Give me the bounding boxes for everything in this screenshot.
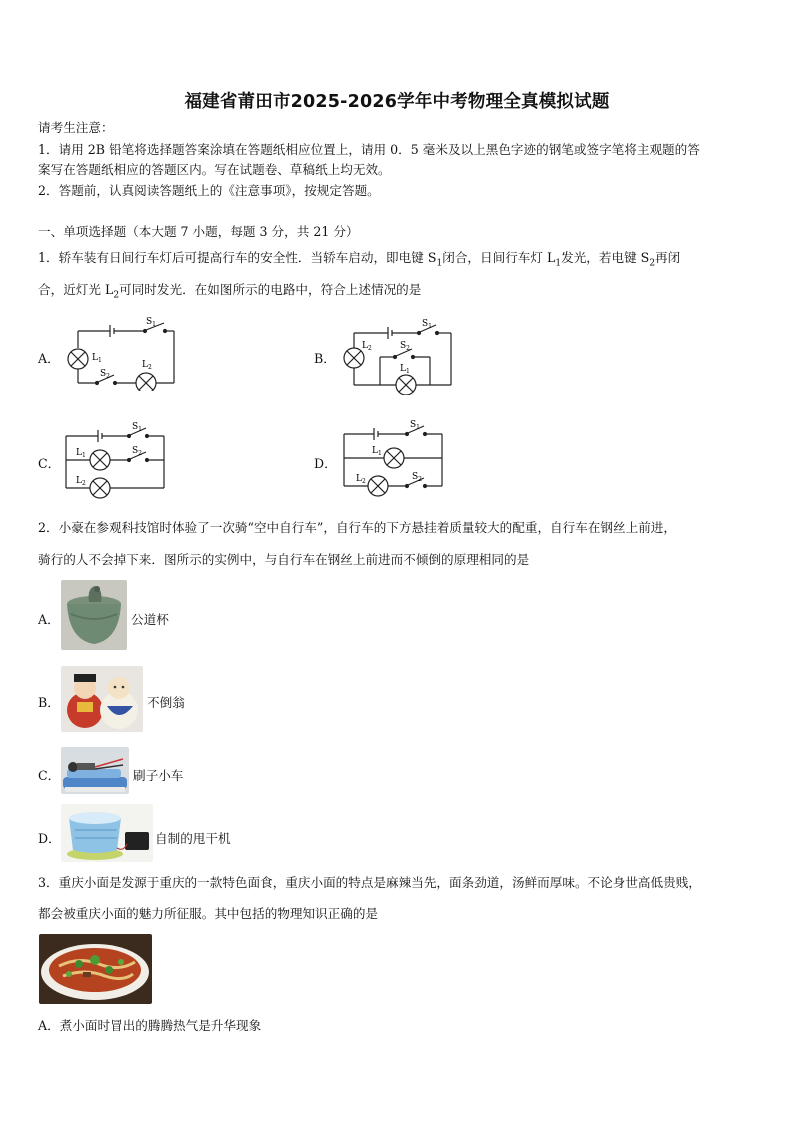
circuit-a-s1-label: $S_1$ bbox=[146, 317, 156, 328]
q1-l1-sub: 1 bbox=[555, 258, 562, 269]
q3-option-a[interactable]: A．煮小面时冒出的腾腾热气是升华现象 bbox=[38, 1018, 262, 1033]
notice-header: 请考生注意： bbox=[38, 120, 114, 135]
notice-line-1a: 1．请用 2B 铅笔将选择题答案涂填在答题纸相应位置上，请用 0．5 毫米及以上黑色字迹的钢笔或签字笔将主观题的答 bbox=[38, 142, 700, 157]
spin-dryer-image bbox=[61, 804, 153, 862]
circuit-c-s1-label: $S_1$ bbox=[132, 422, 142, 433]
q2-option-c-text: 刷子小车 bbox=[133, 768, 184, 783]
q2-line-2: 骑行的人不会掉下来．图所示的实例中，与自行车在钢丝上前进而不倾倒的原理相同的是 bbox=[38, 552, 530, 567]
notice-line-1b: 案写在答题纸相应的答题区内。写在试题卷、草稿纸上均无效。 bbox=[38, 162, 391, 177]
notice-line-2: 2．答题前，认真阅读答题纸上的《注意事项》，按规定答题。 bbox=[38, 183, 380, 198]
q2-option-b-text: 不倒翁 bbox=[147, 695, 185, 710]
circuit-c-l1-label: $L_1$ bbox=[76, 448, 86, 459]
circuit-d-l2-label: $L_2$ bbox=[356, 474, 366, 485]
q1-l2: L bbox=[104, 282, 114, 297]
fair-cup-image bbox=[61, 580, 127, 650]
q1-l2-sub: 2 bbox=[113, 290, 120, 301]
q2-option-a-text: 公道杯 bbox=[131, 612, 169, 627]
section-heading: 一、单项选择题（本大题 7 小题，每题 3 分，共 21 分） bbox=[38, 224, 359, 239]
q1-text-a: 1．轿车装有日间行车灯后可提高行车的安全性．当轿车启动，即电键 bbox=[38, 250, 428, 265]
q1-l1: L bbox=[546, 250, 556, 265]
circuit-b-s2-label: $S_2$ bbox=[400, 341, 410, 352]
q1-s2-sub: 2 bbox=[649, 258, 656, 269]
q2-line-1: 2．小豪在参观科技馆时体验了一次骑“空中自行车”，自行车的下方悬挂着质量较大的配重，自行车在钢丝上前进， bbox=[38, 520, 676, 535]
q2-option-c-letter[interactable]: C． bbox=[38, 768, 61, 783]
q2-option-a-letter[interactable]: A． bbox=[38, 612, 60, 627]
circuit-c-l2-label: $L_2$ bbox=[76, 476, 86, 487]
q1-s1: S bbox=[427, 250, 437, 265]
circuit-b-l2-label: $L_2$ bbox=[362, 341, 372, 352]
q1-text-d: 再闭 bbox=[655, 250, 681, 265]
circuit-d-s2-label: $S_2$ bbox=[412, 472, 422, 483]
q1-text-e: 合，近灯光 bbox=[38, 282, 105, 297]
circuit-b-s1-label: $S_1$ bbox=[422, 319, 432, 330]
roly-poly-image bbox=[61, 666, 143, 732]
q1-s1-sub: 1 bbox=[436, 258, 443, 269]
q2-option-b-letter[interactable]: B． bbox=[38, 695, 60, 710]
q1-option-a-letter[interactable]: A． bbox=[38, 351, 60, 366]
q1-line-2 bbox=[38, 279, 421, 307]
circuit-diagram-a[interactable] bbox=[62, 315, 182, 391]
q1-option-c-letter[interactable]: C． bbox=[38, 456, 61, 471]
q1-line-1 bbox=[38, 247, 680, 275]
circuit-a-l2-label: $L_2$ bbox=[142, 360, 152, 371]
q1-text-c: 发光，若电键 bbox=[561, 250, 641, 265]
q2-option-d-text: 自制的甩干机 bbox=[155, 831, 231, 846]
circuit-diagram-d[interactable] bbox=[336, 418, 451, 500]
q1-s2: S bbox=[640, 250, 650, 265]
q1-option-d-letter[interactable]: D． bbox=[314, 456, 337, 471]
brush-car-image bbox=[61, 747, 129, 794]
circuit-diagram-c[interactable] bbox=[58, 418, 173, 500]
q3-line-1: 3．重庆小面是发源于重庆的一款特色面食，重庆小面的特点是麻辣当先，面条劲道，汤鲜而厚味。不论身世高低贵贱， bbox=[38, 875, 701, 890]
q1-text-f: 可同时发光．在如图所示的电路中，符合上述情况的是 bbox=[119, 282, 422, 297]
q3-line-2: 都会被重庆小面的魅力所征服。其中包括的物理知识正确的是 bbox=[38, 906, 379, 921]
noodle-bowl-image bbox=[39, 934, 152, 1004]
circuit-diagram-b[interactable] bbox=[338, 315, 458, 395]
circuit-b-l1-label: $L_1$ bbox=[400, 364, 410, 375]
circuit-a-s2-label: $S_2$ bbox=[100, 369, 110, 380]
circuit-a-l1-label: $L_1$ bbox=[92, 353, 102, 364]
page-title: 福建省莆田市2025-2026学年中考物理全真模拟试题 bbox=[184, 92, 610, 112]
circuit-d-l1-label: $L_1$ bbox=[372, 446, 382, 457]
q1-option-b-letter[interactable]: B． bbox=[314, 351, 336, 366]
q2-option-d-letter[interactable]: D． bbox=[38, 831, 61, 846]
q1-text-b: 闭合，日间行车灯 bbox=[442, 250, 547, 265]
circuit-c-s2-label: $S_2$ bbox=[132, 446, 142, 457]
circuit-d-s1-label: $S_1$ bbox=[410, 420, 420, 431]
